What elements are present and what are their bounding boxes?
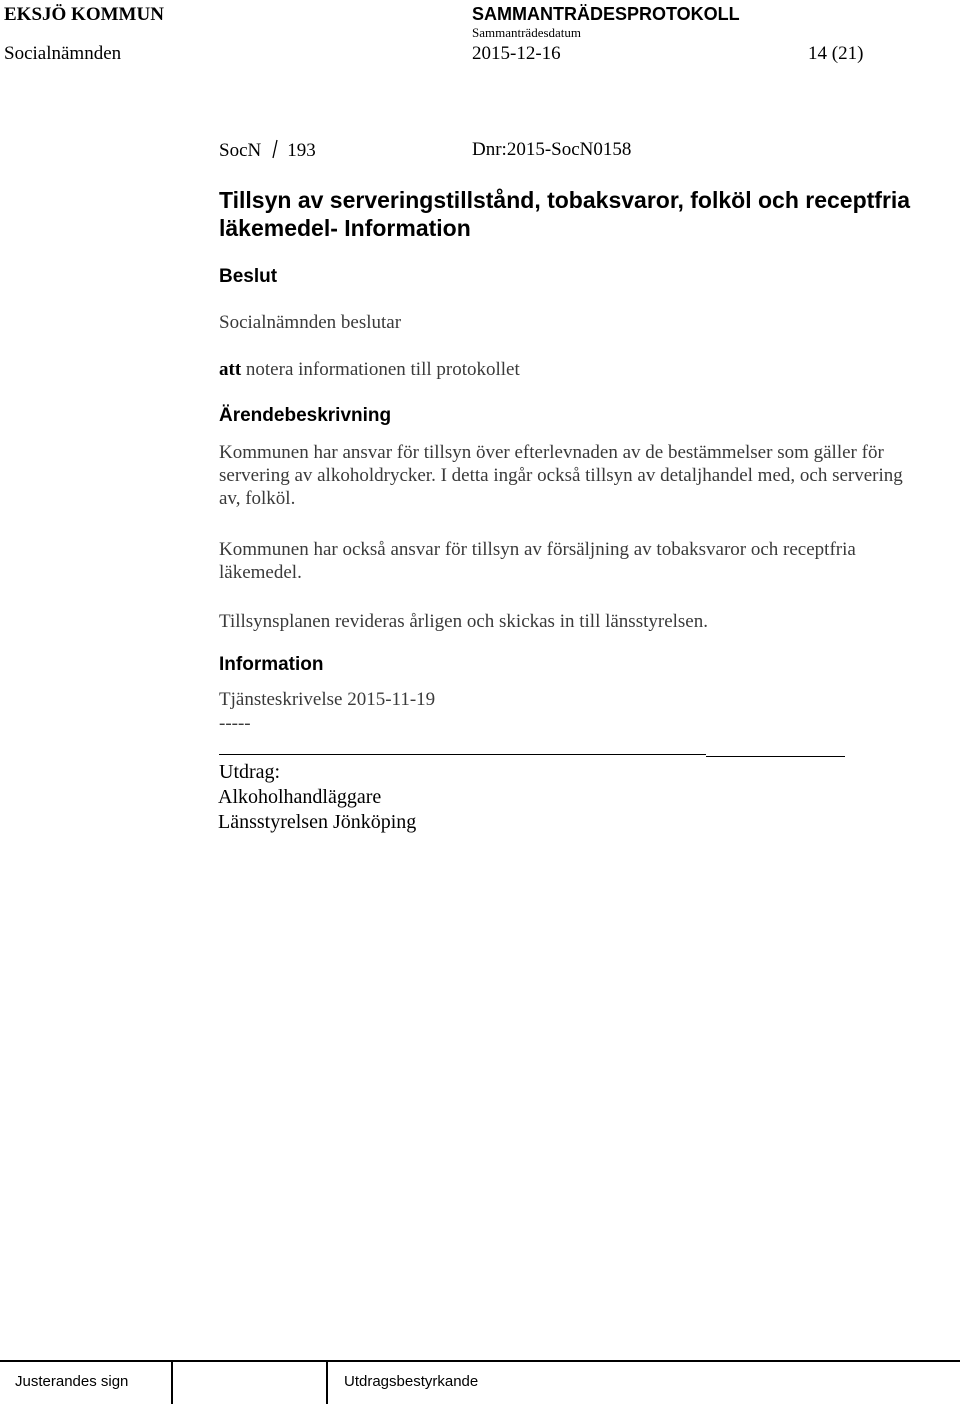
organization-name: EKSJÖ KOMMUN [4, 4, 164, 25]
utdrag-recipient: Alkoholhandläggare [218, 786, 382, 808]
att-word: att [219, 359, 242, 380]
document-type: SAMMANTRÄDESPROTOKOLL [472, 4, 740, 24]
page-title: Tillsyn av serveringstillstånd, tobaksvaror, folköl och receptfria läkemedel- Information [219, 187, 911, 241]
description-paragraph: Kommunen har också ansvar för tillsyn av försäljning av tobaksvaror och receptfria läkemedel. [219, 539, 856, 583]
decision-text: notera informationen till protokollet [245, 359, 520, 380]
divider-line-short [706, 756, 845, 757]
beslut-statement: Socialnämnden beslutar [219, 312, 402, 333]
information-dashes: ----- [219, 713, 251, 734]
paragraph-number: 193 [287, 140, 316, 161]
utdrag-label: Utdrag: [219, 761, 281, 783]
information-document: Tjänsteskrivelse 2015-11-19 [219, 689, 436, 710]
description-paragraph: Kommunen har ansvar för tillsyn över efterlevnaden av de bestämmelser som gäller för servering av alkoholdrycker. I detta ingår också tillsyn av detaljhandel med, och servering av, folköl. [219, 442, 903, 509]
meeting-date: 2015-12-16 [472, 43, 561, 64]
utdrag-recipient: Länsstyrelsen Jönköping [218, 811, 417, 833]
description-paragraph: Tillsynsplanen revideras årligen och skickas in till länsstyrelsen. [219, 611, 708, 632]
page-number: 14 (21) [808, 43, 864, 64]
paragraph-prefix: SocN [219, 140, 262, 161]
heading-information: Information [219, 654, 324, 675]
beslut-decision [219, 358, 919, 381]
heading-beslut: Beslut [219, 266, 278, 287]
diary-number: Dnr:2015-SocN0158 [472, 139, 632, 160]
footer-divider [0, 1360, 960, 1362]
heading-arendebeskrivning: Ärendebeskrivning [219, 405, 392, 426]
divider-line [219, 754, 706, 755]
paragraph-reference [219, 139, 316, 162]
committee-name: Socialnämnden [4, 43, 122, 64]
meeting-date-label: Sammanträdesdatum [472, 25, 582, 40]
justerandes-sign-label: Justerandes sign [15, 1373, 129, 1390]
footer-box-divider [171, 1361, 173, 1404]
utdragsbestyrkande-label: Utdragsbestyrkande [344, 1373, 479, 1390]
section-sign-icon [271, 139, 279, 159]
footer-box-divider [326, 1361, 328, 1404]
